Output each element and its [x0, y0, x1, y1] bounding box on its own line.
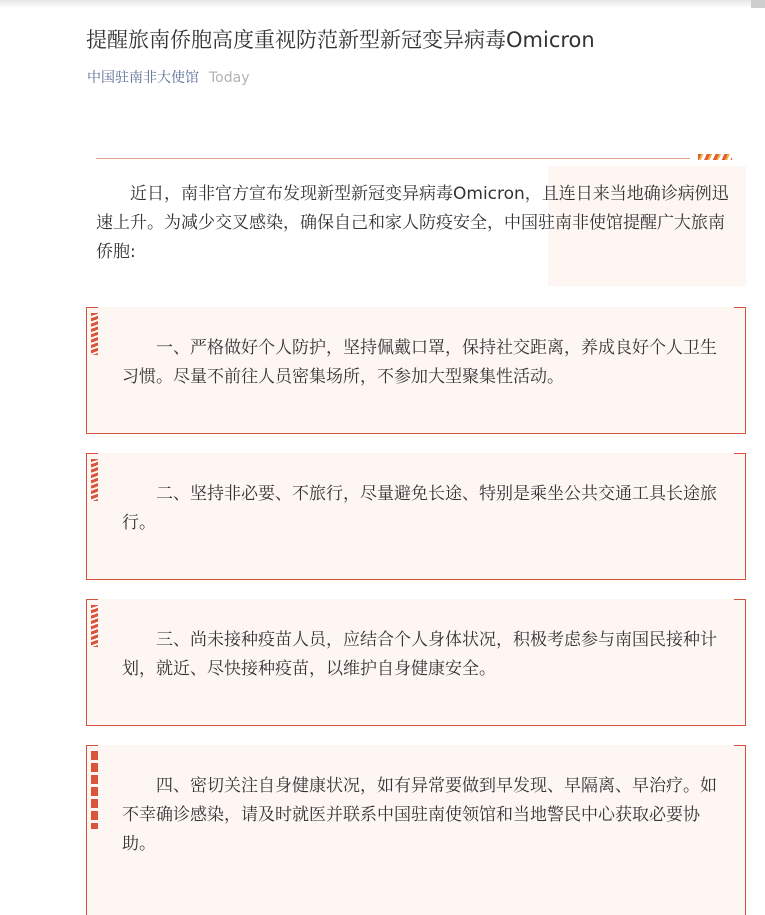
publish-date: Today	[209, 70, 250, 86]
card-stripe-decoration	[91, 313, 98, 355]
card-stripe-decoration	[91, 751, 98, 829]
card-corner-left	[86, 599, 98, 600]
notice-text: 四、密切关注自身健康状况，如有异常要做到早发现、早隔离、早治疗。如不幸确诊感染，请及时就医并联系中国驻南使领馆和当地警民中心获取必要协助。	[122, 776, 717, 854]
card-corner-right	[734, 599, 746, 600]
card-stripe-decoration	[91, 459, 98, 501]
article-meta	[87, 68, 250, 88]
divider-stripe-decoration	[698, 154, 732, 160]
notice-text: 一、严格做好个人防护，坚持佩戴口罩，保持社交距离，养成良好个人卫生习惯。尽量不前往人员密集场所，不参加大型聚集性活动。	[122, 338, 717, 387]
notice-card-1	[86, 307, 746, 434]
card-stripe-decoration	[91, 605, 98, 647]
notice-card-4	[86, 745, 746, 915]
card-corner-right	[734, 453, 746, 454]
intro-paragraph: 近日，南非官方宣布发现新型新冠变异病毒Omicron，且连日来当地确诊病例迅速上升。为减少交叉感染，确保自己和家人防疫安全，中国驻南非使馆提醒广大旅南侨胞:	[96, 184, 729, 262]
card-corner-left	[86, 745, 98, 746]
section-divider	[96, 158, 690, 159]
notice-text: 三、尚未接种疫苗人员，应结合个人身体状况，积极考虑参与南国民接种计划，就近、尽快接种疫苗，以维护自身健康安全。	[122, 630, 717, 679]
account-name-link[interactable]: 中国驻南非大使馆	[87, 70, 199, 86]
article-title: 提醒旅南侨胞高度重视防范新型新冠变异病毒Omicron	[86, 28, 595, 52]
card-corner-left	[86, 453, 98, 454]
notice-card-3	[86, 599, 746, 726]
card-corner-left	[86, 307, 98, 308]
card-corner-right	[734, 307, 746, 308]
scroll-corner	[751, 0, 765, 8]
notice-card-2	[86, 453, 746, 580]
notice-text: 二、坚持非必要、不旅行，尽量避免长途、特别是乘坐公共交通工具长途旅行。	[122, 484, 717, 533]
card-corner-right	[734, 745, 746, 746]
top-shadow	[0, 0, 765, 8]
